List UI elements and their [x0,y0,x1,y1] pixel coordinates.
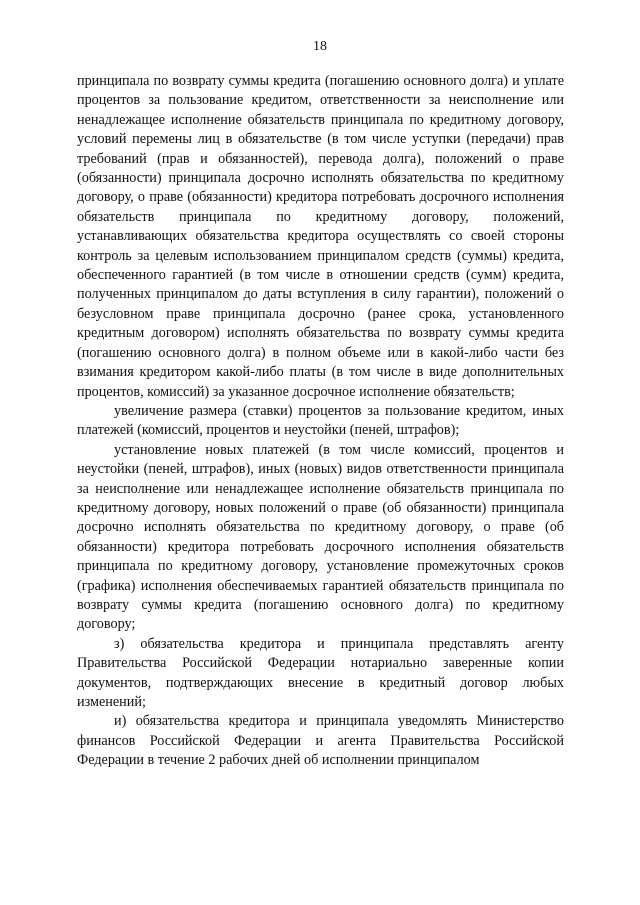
paragraph-continuation: принципала по возврату суммы кредита (погашению основного долга) и уплате процентов за пользование кредитом, ответственности за неисполнение или ненадлежащее исполнение обязательств принципала по кредитному договору, условий перемены лиц в обязательстве (в том числе уступки (передачи) прав требований (прав и обязанностей), перевода долга), положений о праве (обязанности) принципала досрочно исполнять обязательства по кредитному договору, о праве (обязанности) кредитора потребовать досрочного исполнения обязательств принципала по кредитному договору, положений, устанавливающих обязательства кредитора осуществлять со своей стороны контроль за целевым использованием принципалом средств (суммы) кредита, обеспеченного гарантией (в том числе в отношении средств (сумм) кредита, полученных принципалом до даты вступления в силу гарантии), положений о безусловном праве принципала досрочно (ранее срока, установленного кредитным договором) исполнять обязательства по возврату суммы кредита (погашению основного долга) в полном объеме или в какой-либо части без взимания кредитором какой-либо платы (в том числе в виде дополнительных процентов, комиссий) за указанное досрочное исполнение обязательств; [77,73,564,400]
paragraph-interest-increase: увеличение размера (ставки) процентов за пользование кредитом, иных платежей (комиссий, процентов и неустойки (пеней, штрафов); [77,402,564,439]
page-number: 18 [313,39,327,54]
paragraph-item-i: и) обязательства кредитора и принципала уведомлять Министерство финансов Российской Федерации и агента Правительства Российской Федерации в течение 2 рабочих дней об исполнении принципалом [77,713,564,769]
paragraph-new-payments: установление новых платежей (в том числе комиссий, процентов и неустойки (пеней, штрафов), иных (новых) видов ответственности принципала за неисполнение или ненадлежащее исполнение обязательств принципала по кредитному договору, новых положений о праве (об обязанности) принципала досрочно исполнять обязательства по кредитному договору, о праве (об обязанности) кредитора потребовать досрочного исполнения обязательств принципала по кредитному договору, установление промежуточных сроков (графика) исполнения обеспечиваемых гарантией обязательств принципала по возврату суммы кредита (погашению основного долга) по кредитному договору; [77,441,564,633]
document-body [77,72,564,771]
paragraph-item-z: з) обязательства кредитора и принципала представлять агенту Правительства Российской Федерации нотариально заверенные копии документов, подтверждающих внесение в кредитный договор любых изменений; [77,635,564,710]
